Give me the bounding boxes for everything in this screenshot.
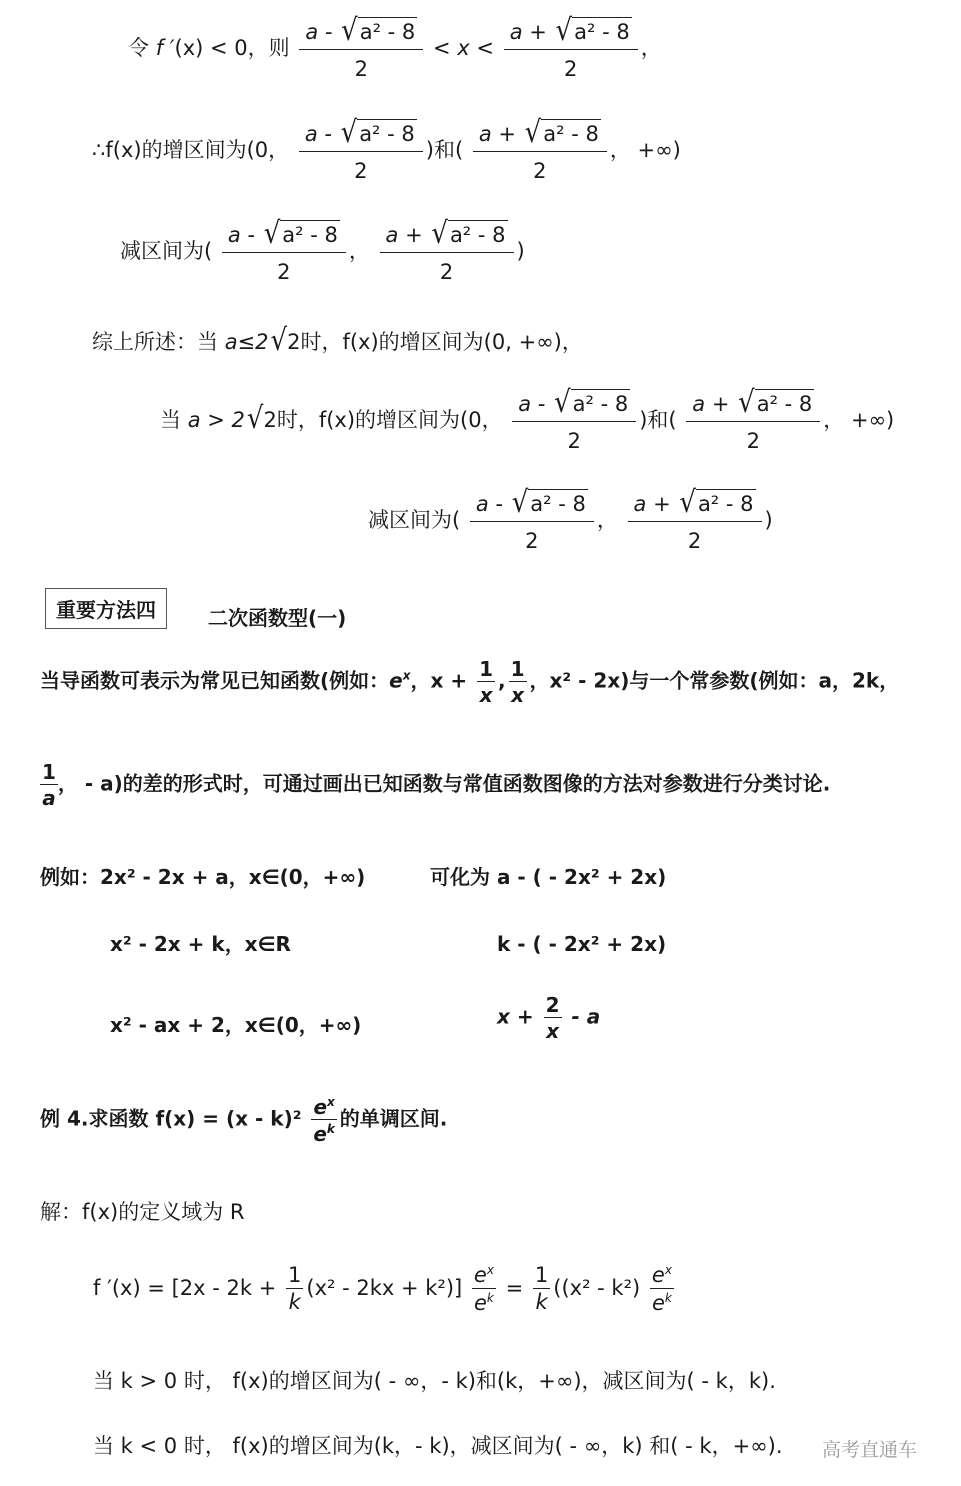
denominator: 2 <box>277 260 291 284</box>
lt-sign: < <box>476 36 495 60</box>
radicand: a² - 8 <box>696 489 756 516</box>
sqrt: √ <box>246 401 264 437</box>
example-3-right <box>497 995 600 1041</box>
text: ((x² - k²) <box>553 1276 641 1300</box>
root-plus-fraction <box>380 216 514 284</box>
denominator: 2 <box>525 529 539 553</box>
exponent: x <box>486 1263 494 1277</box>
increasing-interval-line <box>92 115 681 183</box>
text: (x) < 0，则 <box>174 36 290 60</box>
text: 的单调区间. <box>339 1106 448 1131</box>
radicand: a² - 8 <box>572 17 632 44</box>
e-var: e <box>313 1122 327 1146</box>
case-k-negative: 当 k < 0 时， f(x)的增区间为(k，- k)，减区间为( - ∞，k) 和( - k，+∞). <box>93 1434 783 1458</box>
root-plus-fraction <box>686 385 820 453</box>
sqrt: √a² - 8 <box>554 385 629 421</box>
text: 例 4.求函数 f(x) = (x - k)² <box>40 1106 302 1131</box>
root-minus-fraction <box>299 13 423 81</box>
text: 减区间为( <box>368 508 461 532</box>
sqrt: √a² - 8 <box>341 13 416 49</box>
denominator: a <box>42 786 56 810</box>
text: 2时，f(x)的增区间为(0， <box>263 408 503 432</box>
derivative-formula <box>93 1264 677 1314</box>
numerator: a - <box>304 122 339 146</box>
text: ) <box>764 508 773 532</box>
text: ∴f(x)的增区间为(0， <box>92 138 290 162</box>
one-over-a <box>40 762 58 808</box>
numerator: a - <box>475 492 510 516</box>
sqrt: √a² - 8 <box>555 13 630 49</box>
text: 令 <box>128 36 156 60</box>
root-plus-fraction <box>628 485 762 553</box>
e-var: e <box>313 1095 328 1119</box>
e-var: e <box>389 668 403 693</box>
method-label-box: 重要方法四 <box>45 588 167 629</box>
exponent: k <box>664 1291 672 1305</box>
numerator: 2 <box>545 993 560 1017</box>
comma: ， <box>348 239 370 263</box>
one-over-k <box>533 1265 550 1313</box>
numerator: a + <box>385 223 430 247</box>
comma: ， <box>640 36 662 60</box>
numerator: a + <box>633 492 678 516</box>
denominator: 2 <box>567 429 581 453</box>
text: 综上所述：当 <box>92 330 218 354</box>
decreasing-interval-line <box>120 216 525 284</box>
radicand: a² - 8 <box>358 17 418 44</box>
numerator: a - <box>227 223 262 247</box>
numerator: 1 <box>479 657 493 681</box>
numerator: a + <box>692 392 737 416</box>
ex-over-ek <box>650 1264 674 1314</box>
method-title: 二次函数型(一) <box>208 606 347 630</box>
case-k-positive: 当 k > 0 时， f(x)的增区间为( - ∞，- k)和(k，+∞)，减区间为( - k，k). <box>93 1369 776 1393</box>
sqrt: √a² - 8 <box>263 216 338 252</box>
sqrt: √a² - 8 <box>511 485 586 521</box>
text: ， - a)的差的形式时，可通过画出已知函数与常值函数图像的方法对参数进行分类讨论. <box>57 771 831 796</box>
denominator: 2 <box>564 57 578 81</box>
sqrt: √a² - 8 <box>524 115 599 151</box>
denominator: k <box>288 1290 301 1314</box>
lt-sign: < <box>432 36 451 60</box>
denominator: 2 <box>439 260 454 284</box>
e-var: e <box>473 1263 487 1287</box>
example-4-title <box>40 1096 447 1144</box>
text: ， +∞) <box>823 408 895 432</box>
ex-over-ek <box>472 1264 496 1314</box>
text: 当导函数可表示为常见已知函数(例如： <box>40 668 390 693</box>
derivative-negative-line <box>128 13 662 81</box>
radicand: a² - 8 <box>571 389 631 416</box>
numerator: a - <box>305 20 340 44</box>
f-prime: f ′ <box>155 36 175 60</box>
radicand: a² - 8 <box>448 220 508 247</box>
root-minus-fraction <box>512 385 636 453</box>
two-over-x <box>544 995 562 1041</box>
text: )和( <box>639 408 677 432</box>
ex-over-ek <box>311 1096 336 1144</box>
text: (x² - 2kx + k²)] <box>306 1276 463 1300</box>
radicand: a² - 8 <box>357 119 417 146</box>
condition: a > 2 <box>187 408 245 432</box>
radicand: a² - 8 <box>755 389 815 416</box>
one-over-x <box>509 659 527 705</box>
radicand: a² - 8 <box>528 489 588 516</box>
condition: a≤2 <box>224 330 269 354</box>
e-var: e <box>473 1291 487 1315</box>
summary-case-line <box>160 385 895 453</box>
watermark: 高考直通车 <box>822 1439 918 1461</box>
text: ，x² - 2x)与一个常参数(例如：a，2k， <box>529 668 900 693</box>
exponent: x <box>327 1095 335 1109</box>
method-paragraph-line-2 <box>40 762 830 808</box>
numerator: 1 <box>288 1263 302 1287</box>
root-plus-fraction <box>473 115 607 183</box>
root-minus-fraction <box>470 485 594 553</box>
example-1-right: 可化为 a - ( - 2x² + 2x) <box>430 865 667 889</box>
text: 当 <box>160 408 181 432</box>
solution-domain: 解：f(x)的定义域为 R <box>40 1200 245 1224</box>
e-var: e <box>651 1263 665 1287</box>
root-minus-fraction <box>222 216 346 284</box>
radicand: a² - 8 <box>280 220 340 247</box>
example-3-left: x² - ax + 2，x∈(0，+∞) <box>110 1013 362 1037</box>
numerator: 1 <box>42 760 56 784</box>
numerator: 1 <box>534 1263 549 1287</box>
sqrt: √a² - 8 <box>738 385 813 421</box>
summary-line <box>92 323 583 359</box>
comma: ， <box>596 508 618 532</box>
text: 2时，f(x)的增区间为(0, +∞)， <box>287 330 583 354</box>
sqrt: √a² - 8 <box>679 485 754 521</box>
example-2-left: x² - 2x + k，x∈R <box>110 932 291 956</box>
root-minus-fraction <box>299 115 423 183</box>
denominator: 2 <box>354 159 368 183</box>
denominator: x <box>479 683 493 707</box>
one-over-x <box>477 659 495 705</box>
numerator: 1 <box>510 657 525 681</box>
denominator: 2 <box>687 529 702 553</box>
text: )和( <box>425 138 464 162</box>
numerator: a + <box>478 122 523 146</box>
exponent: x <box>402 668 411 683</box>
denominator: x <box>511 683 524 707</box>
exponent: k <box>326 1122 335 1136</box>
example-1-left: 例如：2x² - 2x + a，x∈(0，+∞) <box>40 865 366 889</box>
denominator: k <box>535 1290 548 1314</box>
numerator: a - <box>518 392 553 416</box>
denominator: 2 <box>746 429 760 453</box>
example-2-right: k - ( - 2x² + 2x) <box>497 932 667 956</box>
summary-decreasing-line <box>368 485 773 553</box>
one-over-k <box>286 1265 303 1313</box>
x-var: x <box>457 36 470 60</box>
text: ，x + <box>410 668 468 693</box>
text: f ′(x) = [2x - 2k + <box>93 1276 277 1300</box>
text: ) <box>516 239 525 263</box>
root-plus-fraction <box>504 13 638 81</box>
denominator: 2 <box>354 57 368 81</box>
text: ， +∞) <box>609 138 681 162</box>
denominator: 2 <box>533 159 547 183</box>
method-paragraph-line-1: 当导函数可表示为常见已知函数(例如：$e^x$，x + $\frac{1}{x}$ , $\frac{1}{x}$ ，x² - 2x)与一个常参数(例如：a，2k， <box>40 657 900 707</box>
numerator: a + <box>509 20 554 44</box>
radicand: a² - 8 <box>541 119 601 146</box>
text: x + <box>497 1004 534 1029</box>
exponent: x <box>664 1263 672 1277</box>
sqrt: √a² - 8 <box>340 115 415 151</box>
text: 减区间为( <box>120 239 213 263</box>
text: - a <box>564 1004 601 1029</box>
sqrt: √ <box>270 323 288 359</box>
text: = <box>498 1276 530 1300</box>
e-var: e <box>651 1291 665 1315</box>
sqrt: √a² - 8 <box>431 216 506 252</box>
denominator: x <box>546 1019 559 1043</box>
exponent: k <box>486 1291 494 1305</box>
